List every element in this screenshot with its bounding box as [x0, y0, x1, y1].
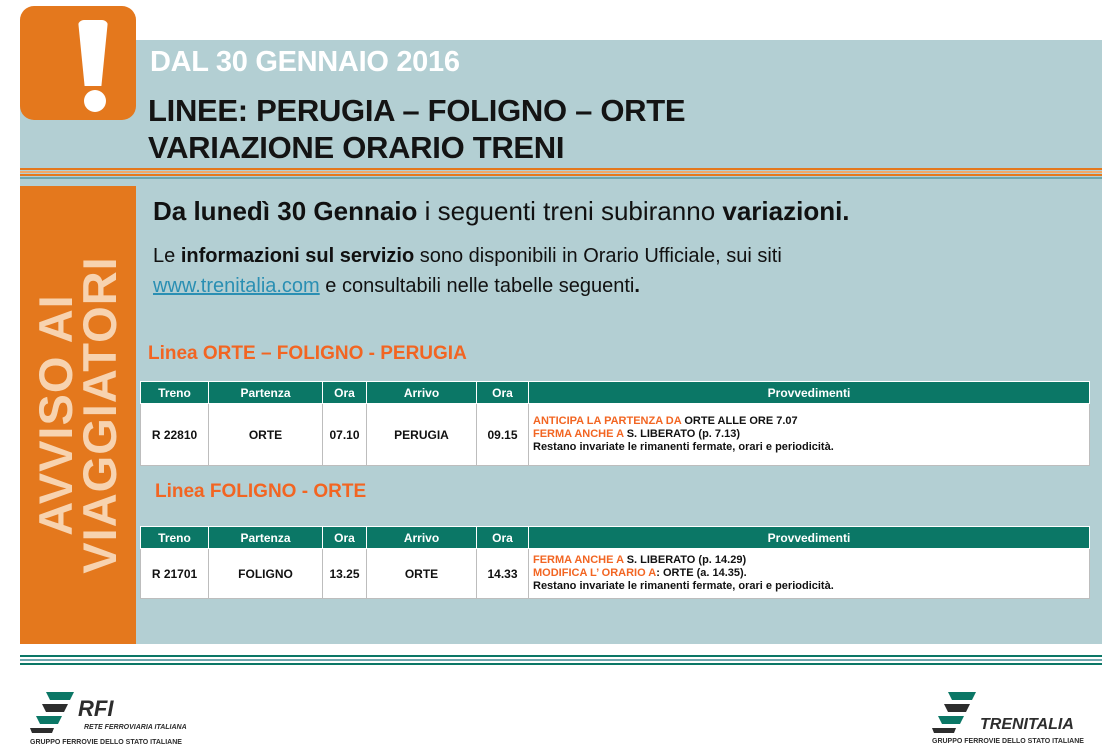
cell-ora-partenza: 13.25 [323, 549, 367, 599]
trenitalia-name: TRENITALIA [980, 716, 1074, 733]
rfi-group: GRUPPO FERROVIE DELLO STATO ITALIANE [30, 739, 182, 746]
table-header-row [141, 527, 1090, 549]
col-arrivo: Arrivo [367, 382, 477, 404]
header-stripes [20, 168, 1102, 180]
exclamation-icon [78, 20, 108, 86]
table-row [141, 404, 1090, 466]
prov-text: ORTE ALLE ORE 7.07 [681, 415, 798, 427]
cell-ora-partenza: 07.10 [323, 404, 367, 466]
change-heading: VARIAZIONE ORARIO TRENI [148, 130, 565, 165]
prov-text: S. LIBERATO (p. 7.13) [623, 428, 740, 440]
cell-arrivo: ORTE [367, 549, 477, 599]
prov-note: Restano invariate le rimanenti fermate, orari e periodicità. [533, 441, 834, 453]
train-table-orte-perugia [140, 381, 1090, 466]
prov-highlight: FERMA ANCHE A [533, 428, 624, 440]
section-title-orte-perugia: Linea ORTE – FOLIGNO - PERUGIA [148, 343, 467, 364]
col-provvedimenti: Provvedimenti [529, 527, 1090, 549]
exclamation-badge [20, 6, 136, 120]
col-ora: Ora [477, 382, 529, 404]
prov-highlight: MODIFICA L’ ORARIO A [533, 567, 657, 579]
table-header-row [141, 382, 1090, 404]
rfi-logo [28, 690, 228, 750]
col-treno: Treno [141, 382, 209, 404]
trenitalia-logo [930, 690, 1105, 750]
footer-stripes [20, 655, 1102, 669]
info-service: informazioni sul servizio [180, 245, 415, 267]
col-provvedimenti: Provvedimenti [529, 382, 1090, 404]
cell-partenza: ORTE [209, 404, 323, 466]
intro-date: Da lunedì 30 Gennaio [153, 196, 418, 226]
cell-provvedimenti [529, 549, 1090, 599]
intro-headline [153, 196, 850, 227]
cell-treno: R 22810 [141, 404, 209, 466]
side-banner-line1: AVVISO AI [29, 294, 82, 536]
fs-logo-icon [930, 690, 982, 734]
info-text-d: e consultabili nelle tabelle seguenti [319, 275, 635, 297]
section-title-foligno-orte: Linea FOLIGNO - ORTE [155, 481, 367, 502]
prov-highlight: ANTICIPA LA PARTENZA DA [533, 415, 682, 427]
col-ora: Ora [477, 527, 529, 549]
rfi-name: RFI [78, 696, 114, 721]
col-ora: Ora [323, 527, 367, 549]
train-table-foligno-orte [140, 526, 1090, 599]
col-partenza: Partenza [209, 527, 323, 549]
prov-highlight: FERMA ANCHE A [533, 554, 624, 566]
prov-text: : ORTE (a. 14.35). [656, 567, 747, 579]
trenitalia-link[interactable]: www.trenitalia.com [153, 275, 320, 297]
col-treno: Treno [141, 527, 209, 549]
intro-variations: variazioni. [722, 196, 850, 226]
prov-note: Restano invariate le rimanenti fermate, orari e periodicità. [533, 580, 834, 592]
intro-info [153, 241, 1053, 301]
cell-arrivo: PERUGIA [367, 404, 477, 466]
cell-ora-arrivo: 14.33 [477, 549, 529, 599]
cell-provvedimenti [529, 404, 1090, 466]
trenitalia-group: GRUPPO FERROVIE DELLO STATO ITALIANE [932, 738, 1084, 745]
fs-logo-icon [28, 690, 80, 734]
col-arrivo: Arrivo [367, 527, 477, 549]
rfi-subtitle: RETE FERROVIARIA ITALIANA [84, 724, 187, 731]
table-row [141, 549, 1090, 599]
col-partenza: Partenza [209, 382, 323, 404]
col-ora: Ora [323, 382, 367, 404]
intro-text: i seguenti treni subiranno [417, 196, 723, 226]
info-text-e: . [634, 275, 640, 297]
side-banner-line2: VIAGGIATORI [73, 256, 126, 574]
info-text-a: Le [153, 245, 181, 267]
effective-date: DAL 30 GENNAIO 2016 [150, 46, 460, 78]
lines-heading: LINEE: PERUGIA – FOLIGNO – ORTE [148, 93, 686, 128]
cell-partenza: FOLIGNO [209, 549, 323, 599]
info-text-c: sono disponibili in Orario Ufficiale, sui siti [414, 245, 782, 267]
exclamation-dot-icon [84, 90, 106, 112]
cell-ora-arrivo: 09.15 [477, 404, 529, 466]
prov-text: S. LIBERATO (p. 14.29) [623, 554, 747, 566]
side-banner-text [29, 210, 126, 620]
cell-treno: R 21701 [141, 549, 209, 599]
